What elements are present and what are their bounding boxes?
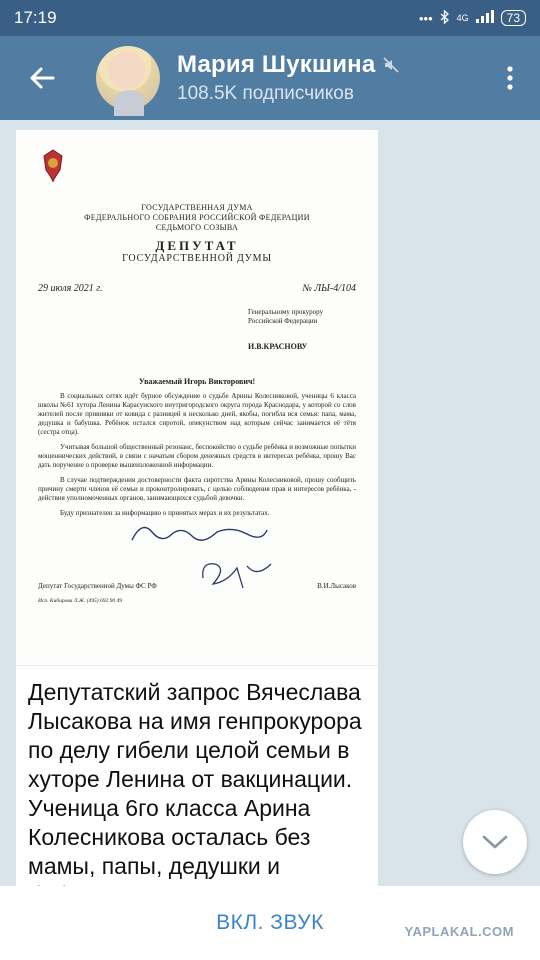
doc-addressee-line2: Российской Федерации [248, 317, 318, 325]
battery-icon: 73 [501, 10, 526, 26]
doc-signature-line [38, 558, 356, 590]
doc-gos-dumy: ГОСУДАРСТВЕННОЙ ДУМЫ [122, 253, 272, 264]
doc-deputy: ДЕПУТАТ [155, 238, 239, 253]
bluetooth-icon [440, 10, 450, 27]
back-button[interactable] [12, 48, 72, 108]
more-icon: ••• [418, 10, 433, 26]
doc-paragraph: Буду признателен за информацию о принятых мерах и их результатах. [60, 509, 270, 517]
status-time: 17:19 [14, 8, 57, 27]
doc-addressee [248, 308, 356, 326]
channel-header [0, 36, 540, 120]
scroll-down-button[interactable] [463, 810, 527, 874]
signal-icon [476, 10, 494, 26]
doc-addressee-name: И.В.КРАСНОВУ [248, 342, 308, 351]
channel-name [177, 51, 399, 79]
doc-head-line2: ФЕДЕРАЛЬНОГО СОБРАНИЯ РОССИЙСКОЙ ФЕДЕРАЦИИ [84, 213, 310, 222]
unmute-button[interactable]: ВКЛ. ЗВУК [216, 911, 324, 934]
channel-title-block[interactable] [177, 51, 399, 105]
doc-head-line1: ГОСУДАРСТВЕННАЯ ДУМА [141, 203, 253, 212]
status-icons [419, 10, 526, 27]
doc-footer: Исп. Кибирова Л.Ж. (495) 692 90 49 [38, 598, 122, 604]
doc-paragraph: В социальных сетях идёт бурное обсуждение о судьбе Арины Колесниковой, ученицы 6 класса школы №61 хутора Ленина Карасунского внутригородского округа города Краснодара, у которой со слов жителей после прививки от ковида с разницей в несколько дней, якобы, погибла вся семья: папа, мама, дедушка и бабушка. Ребёнок остался сиротой, опекунством над которым сейчас занимается её тётя (сестра отца). [38, 392, 356, 436]
doc-number: № ЛЫ-4/104 [302, 283, 356, 294]
bottom-bar [0, 886, 540, 960]
doc-sign-right: В.И.Лысаков [317, 582, 356, 590]
watermark: YAPLAKAL.COM [404, 924, 514, 939]
message-bubble[interactable] [16, 130, 378, 900]
muted-icon [383, 57, 399, 73]
doc-paragraph: В случае подтверждения достоверности факта сиротства Арины Колесниковой, прошу сообщить причину смерти членов её семьи и проконтролировать, с целью соблюдения прав и интересов ребёнка, - действия уполномоченных органов, занимающихся судьбой девочки. [38, 476, 356, 502]
chat-area[interactable] [0, 120, 540, 886]
handwritten-signature-image [122, 518, 272, 548]
subscriber-count: 108.5K подписчиков [177, 83, 354, 104]
doc-greeting: Уважаемый Игорь Викторович! [138, 377, 256, 386]
status-bar [0, 0, 540, 36]
doc-head-line3: СЕДЬМОГО СОЗЫВА [155, 223, 239, 232]
back-arrow-icon [29, 67, 55, 89]
message-text: Депутатский запрос Вячеслава Лысакова на имя генпрокурора по делу гибели целой семьи в хуторе Ленина от вакцинации. Ученица 6го класса Арина Колесникова осталась без мамы, папы, дедушки и [28, 679, 362, 879]
more-vert-icon [507, 66, 513, 90]
menu-button[interactable] [490, 48, 530, 108]
doc-sign-left: Депутат Государственной Думы ФС РФ [38, 582, 157, 590]
doc-paragraph: Учитывая большой общественный резонанс, беспокойство о судьбе ребёнка и возможные попытки мошеннических действий, в связи с начатым сбором денежных средств в интересах ребёнка, прошу Вас дать поручение о проверке вышеизложенной информации. [38, 443, 356, 469]
doc-addressee-line1: Генеральному прокурору [248, 308, 324, 316]
channel-avatar[interactable] [96, 46, 160, 110]
document-letterhead [38, 203, 356, 265]
chevron-down-icon [482, 834, 508, 850]
doc-date-number [38, 283, 356, 294]
document-photo[interactable] [16, 130, 378, 666]
signature-scribble-image [197, 558, 277, 590]
channel-name-text: Мария Шукшина [177, 51, 376, 78]
emblem-icon [38, 148, 68, 184]
doc-date: 29 июля 2021 г. [38, 283, 103, 294]
network-type: 4G [456, 13, 469, 23]
